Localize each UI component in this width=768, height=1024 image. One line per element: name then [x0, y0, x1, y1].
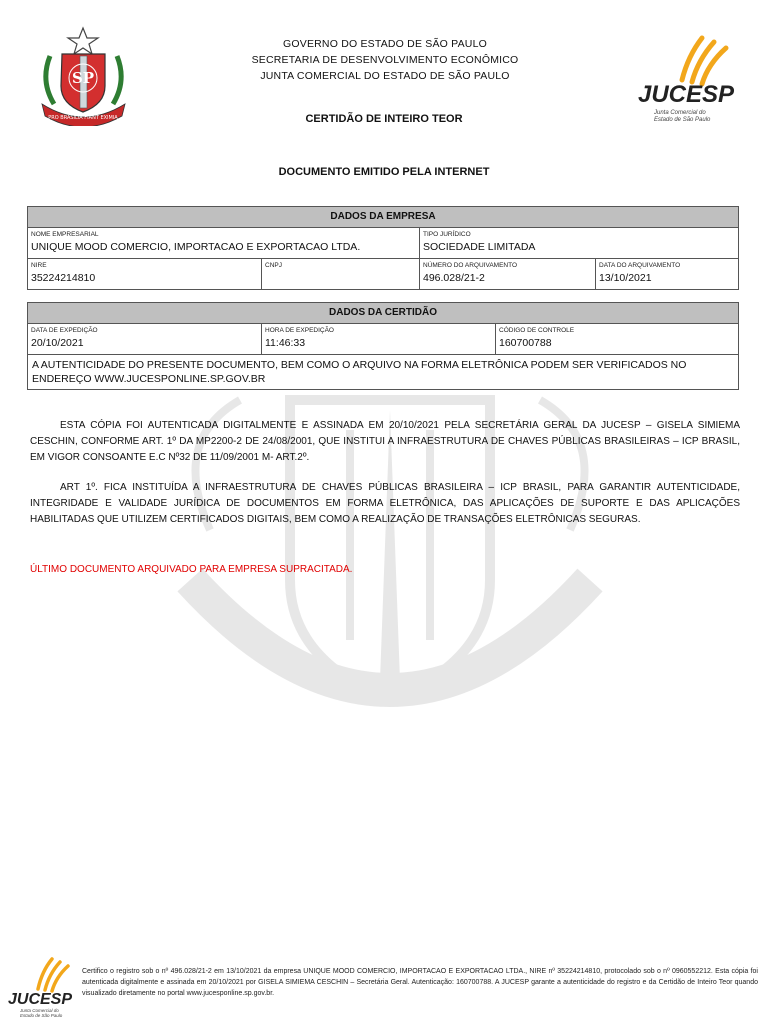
issue-date-label: DATA DE EXPEDIÇÃO — [31, 327, 98, 334]
jucesp-logo-sub2: Estado de São Paulo — [654, 117, 711, 123]
nire-label: NIRE — [31, 262, 47, 269]
company-name-label: NOME EMPRESARIAL — [31, 231, 99, 238]
sao-paulo-coat-of-arms-icon — [36, 26, 131, 126]
control-code-cell — [496, 324, 738, 354]
jucesp-logo-name: JUCESP — [638, 81, 735, 108]
last-document-notice: ÚLTIMO DOCUMENTO ARQUIVADO PARA EMPRESA SUPRACITADA. — [30, 564, 353, 575]
table-row — [28, 228, 738, 259]
footer-certification-text: Certifico o registro sob o nº 496.028/21-2 em 13/10/2021 da empresa UNIQUE MOOD COMERCIO, IMPORTACAO E EXPORTACAO LTDA., NIRE nº 35224214810, protocolado sob o nº 0960552212. Esta cópia foi autenticada digitalmente e assinada em 20/10/2021 por GISELA SIMIEMA CESCHIN – Secretária Geral. Autenticação: 160700788. A JUCESP garante a autenticidade do registro e da Certidão de Inteiro Teor quando visualizado diretamente no portal www.jucesponline.sp.gov.br. — [82, 968, 758, 997]
legal-type-cell — [420, 228, 738, 258]
crest-motto: PRO BRASILIA FIANT EXIMIA — [48, 115, 118, 121]
issue-time-label: HORA DE EXPEDIÇÃO — [265, 327, 334, 334]
table-row — [28, 355, 738, 389]
company-data-table — [27, 206, 739, 290]
gov-line-2: SECRETARIA DE DESENVOLVIMENTO ECONÔMICO — [251, 54, 519, 66]
cnpj-cell — [262, 259, 420, 289]
authenticity-note: A AUTENTICIDADE DO PRESENTE DOCUMENTO, BEM COMO O ARQUIVO NA FORMA ELETRÔNICA PODEM SER VERIFICADOS NO ENDEREÇO WWW.JUCESPONLINE.SP.GOV.BR — [32, 359, 687, 385]
filing-date-cell — [596, 259, 738, 289]
filing-date-label: DATA DO ARQUIVAMENTO — [599, 262, 681, 269]
document-title: CERTIDÃO DE INTEIRO TEOR — [305, 113, 463, 125]
control-code-label: CÓDIGO DE CONTROLE — [499, 327, 575, 334]
nire-cell — [28, 259, 262, 289]
issue-time-value: 11:46:33 — [265, 337, 306, 349]
company-name-value: UNIQUE MOOD COMERCIO, IMPORTACAO E EXPORTACAO LTDA. — [31, 241, 361, 253]
filing-number-cell — [420, 259, 596, 289]
jucesp-logo-sub1: Junta Comercial do — [654, 110, 706, 116]
government-header — [200, 36, 570, 84]
control-code-value: 160700788 — [499, 337, 552, 349]
company-name-cell — [28, 228, 420, 258]
gov-line-3: JUNTA COMERCIAL DO ESTADO DE SÃO PAULO — [260, 70, 510, 82]
filing-number-value: 496.028/21-2 — [423, 272, 485, 284]
issue-date-cell — [28, 324, 262, 354]
legal-type-value: SOCIEDADE LIMITADA — [423, 241, 536, 253]
issue-time-cell — [262, 324, 496, 354]
issue-date-value: 20/10/2021 — [31, 337, 84, 349]
jucesp-footer-logo — [6, 955, 78, 1021]
paragraph-article-1 — [30, 480, 740, 528]
crest-initials: SP — [71, 69, 95, 87]
filing-date-value: 13/10/2021 — [599, 272, 652, 284]
company-data-heading: DADOS DA EMPRESA — [28, 207, 738, 228]
nire-value: 35224214810 — [31, 272, 96, 284]
paragraph-authentication — [30, 418, 740, 466]
table-row — [28, 259, 738, 289]
filing-number-label: NÚMERO DO ARQUIVAMENTO — [423, 262, 518, 269]
paragraph-article-1-text: ART 1º. FICA INSTITUÍDA A INFRAESTRUTURA DE CHAVES PÚBLICAS BRASILEIRA – ICP BRASIL, PARA GARANTIR AUTENTICIDADE, INTEGRIDADE E VALIDADE JURÍDICA DE DOCUMENTOS EM FORMA ELETRÔNICA, DAS APLICAÇÕES DE SUPORTE E DAS APLICAÇÕES HABILITADAS QUE UTILIZEM CERTIFICADOS DIGITAIS, BEM COMO A REALIZAÇÃO DE TRANSAÇÕES ELETRÔNICAS SEGURAS. — [30, 482, 740, 525]
jucesp-footer-logo-name: JUCESP — [8, 991, 73, 1008]
jucesp-footer-logo-sub1: Junta Comercial do — [20, 1008, 59, 1013]
cnpj-label: CNPJ — [265, 262, 282, 269]
table-row — [28, 324, 738, 355]
gov-line-1: GOVERNO DO ESTADO DE SÃO PAULO — [283, 38, 487, 50]
document-subtitle: DOCUMENTO EMITIDO PELA INTERNET — [278, 166, 490, 178]
jucesp-footer-logo-sub2: Estado de São Paulo — [20, 1013, 63, 1018]
paragraph-authentication-text: ESTA CÓPIA FOI AUTENTICADA DIGITALMENTE E ASSINADA EM 20/10/2021 PELA SECRETÁRIA GERAL DA JUCESP – GISELA SIMIEMA CESCHIN, CONFORME ART. 1º DA MP2200-2 DE 24/08/2001, QUE INSTITUI A INFRAESTRUTURA DE CHAVES PÚBLICAS BRASILEIRAS – ICP BRASIL, EM VIGOR CONSOANTE E.C Nº32 DE 11/09/2001 M- ART.2º. — [30, 420, 740, 463]
certificate-data-heading: DADOS DA CERTIDÃO — [28, 303, 738, 324]
legal-type-label: TIPO JURÍDICO — [423, 231, 471, 238]
certificate-data-table — [27, 302, 739, 390]
